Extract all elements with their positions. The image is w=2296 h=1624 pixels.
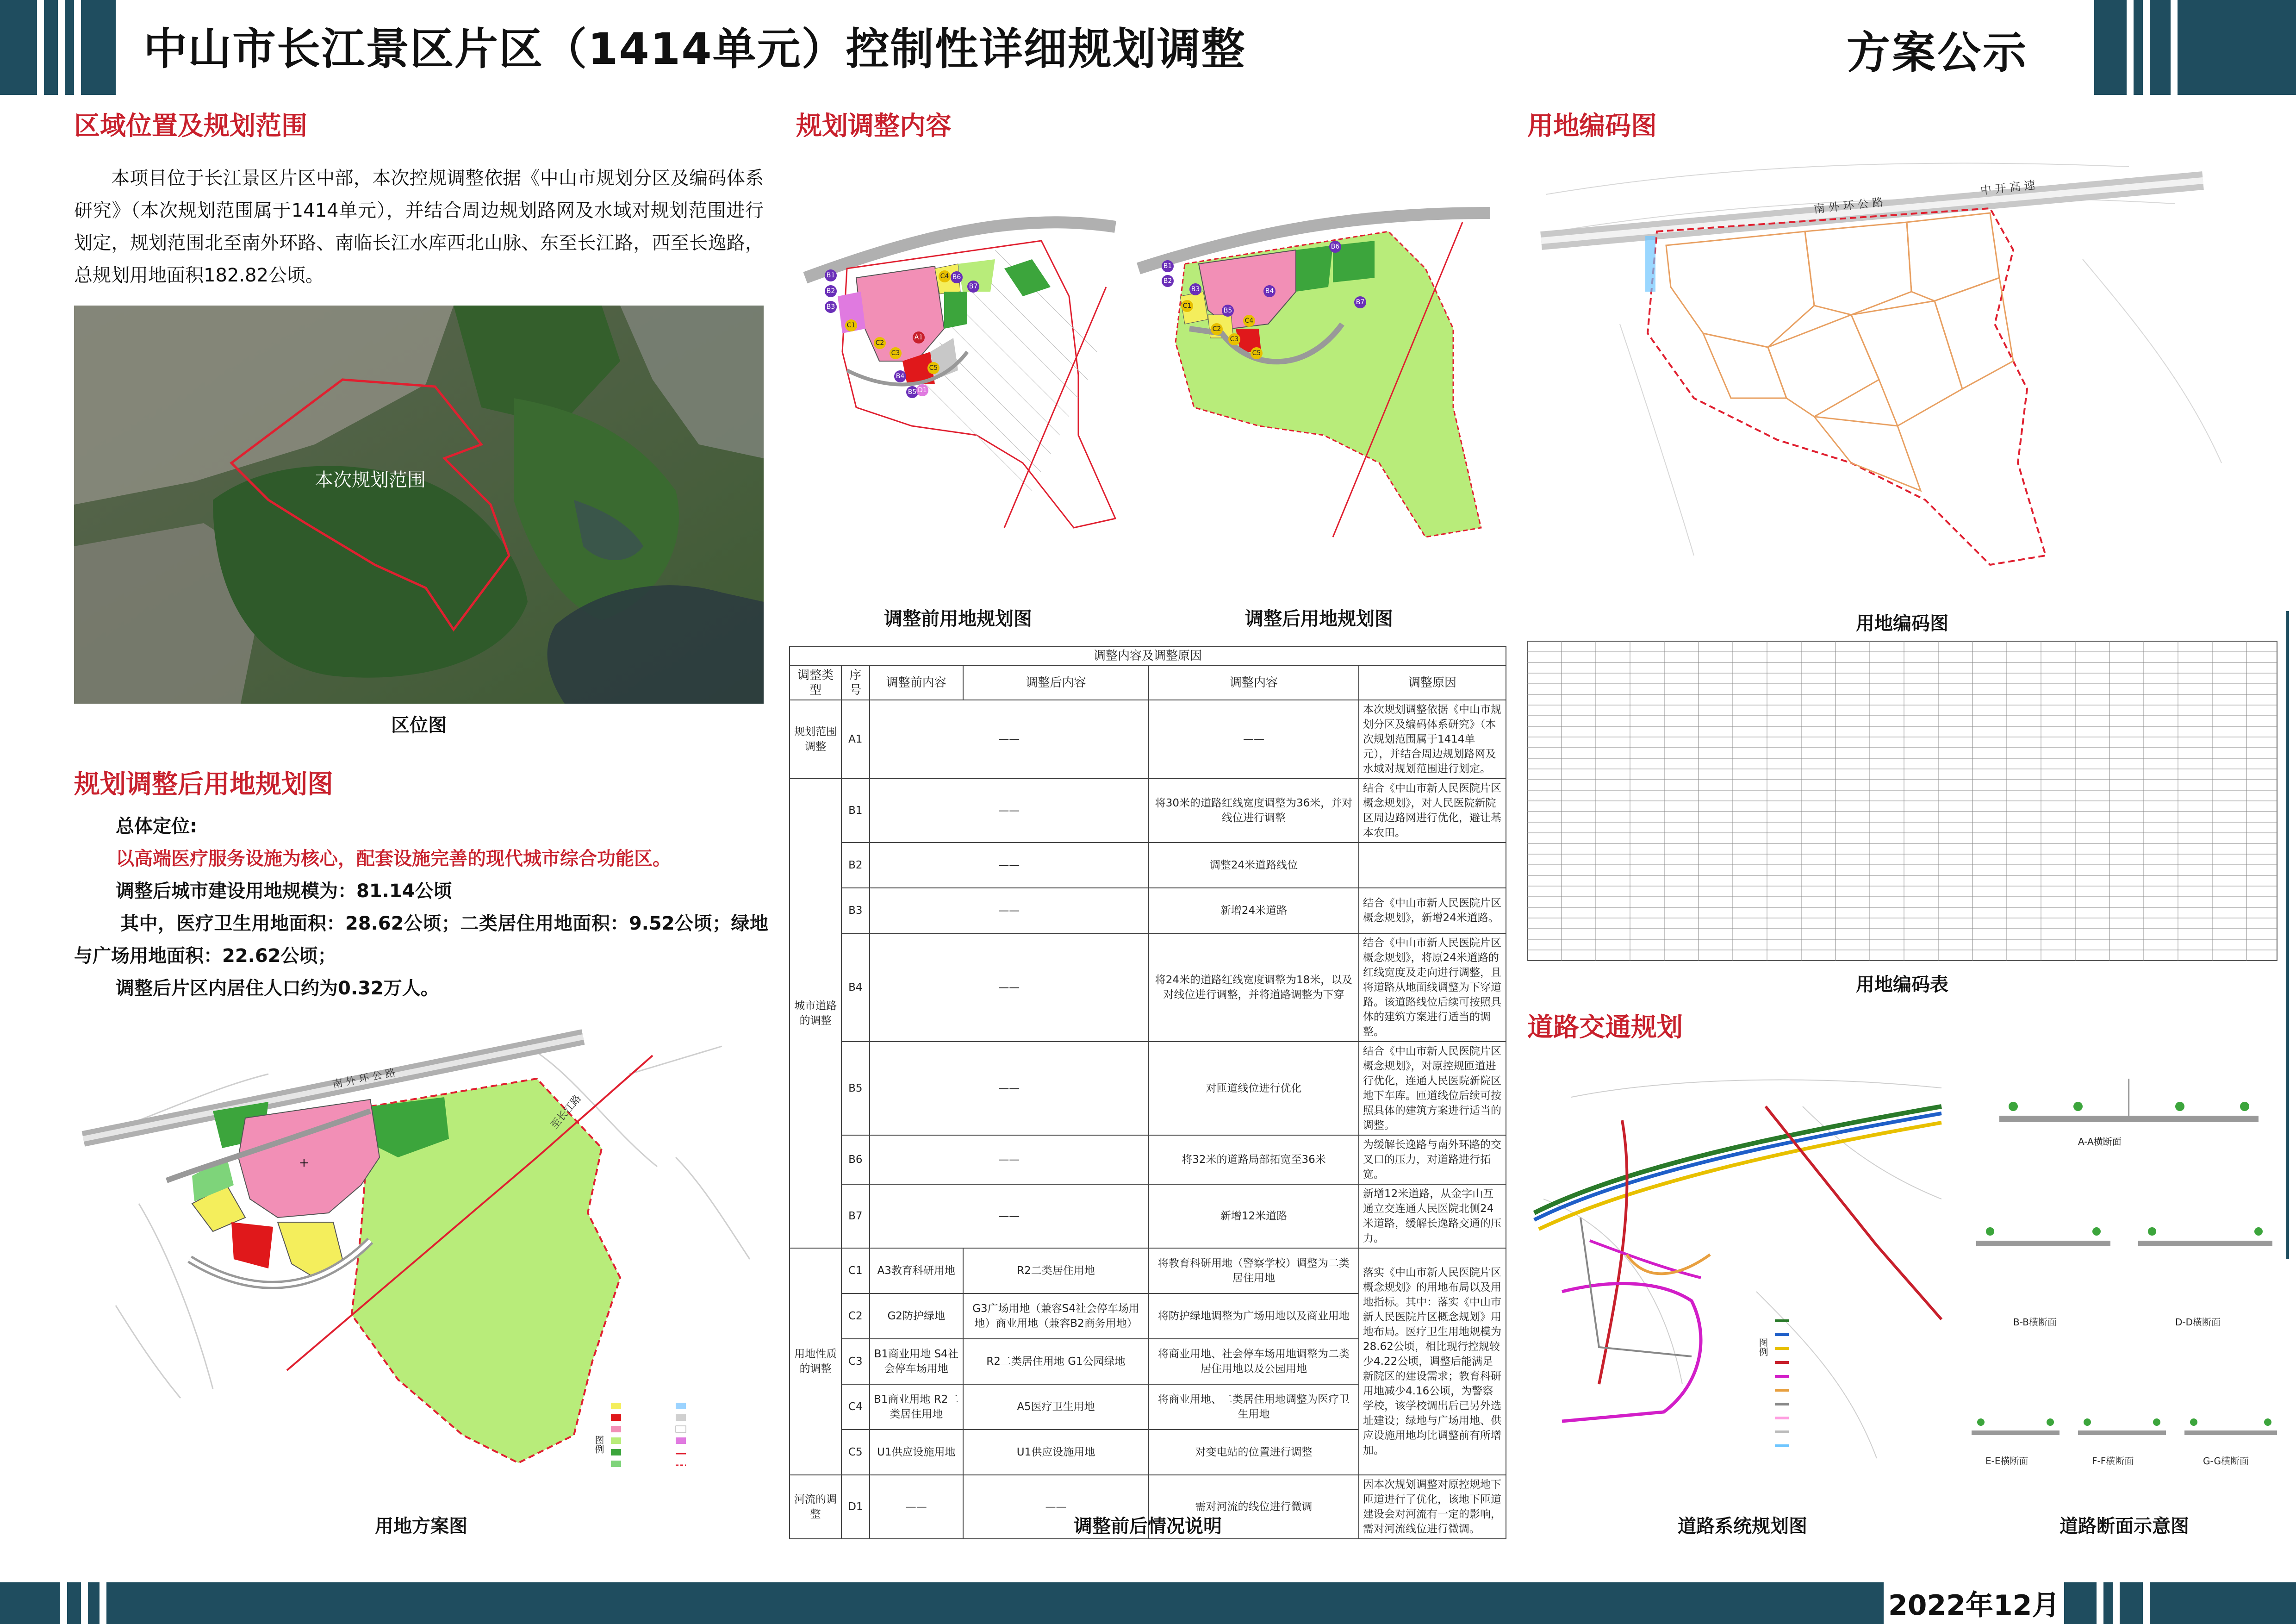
- row-number-cell: C1: [841, 1248, 869, 1293]
- before-content-cell: B1商业用地 S4社会停车场用地: [870, 1339, 963, 1384]
- adjustment-content-cell: 将24米的道路红线宽度调整为18米，以及对线位进行调整，并将道路调整为下穿: [1149, 933, 1359, 1042]
- land-use-plan-svg: [74, 1018, 768, 1500]
- road-sections-panel: [1962, 1060, 2286, 1491]
- land-code-svg: [1527, 139, 2277, 602]
- after-content-cell: ——: [963, 1475, 1149, 1539]
- marker-B6: B6: [1329, 241, 1341, 253]
- after-content-cell: A5医疗卫生用地: [963, 1384, 1149, 1430]
- header-bar-left-1: [0, 0, 37, 95]
- adjustment-type-cell: 河流的调整: [790, 1475, 841, 1539]
- table-row: [790, 700, 1506, 779]
- publication-label: 方案公示: [1847, 28, 2028, 78]
- land-code-map: [1527, 139, 2277, 602]
- marker-B1: B1: [1162, 260, 1174, 272]
- footer-bar-right-3: [2120, 1582, 2143, 1624]
- marker-D1: D1: [916, 384, 928, 396]
- code-map-road-label: 南 外 环 公 路: [1813, 195, 1884, 216]
- before-after-cell: ——: [870, 888, 1149, 933]
- header-bar-left-4: [81, 0, 116, 95]
- section-f-f: [2078, 1418, 2166, 1435]
- adjustment-reason-cell: 结合《中山市新人民医院片区概念规划》，将原24米道路的红线宽度及走向进行调整，且将道路从地面线调整为下穿道路。该道路线位后续可按照具体的建筑方案进行适当的调整。: [1359, 933, 1506, 1042]
- before-content-cell: U1供应设施用地: [870, 1430, 963, 1475]
- footer-date: 2022年12月: [1888, 1589, 2060, 1622]
- adjustment-content-cell: 将防护绿地调整为广场用地以及商业用地: [1149, 1293, 1359, 1339]
- adjustment-reason-cell: 落实《中山市新人民医院片区概念规划》的用地布局以及用地指标。其中：落实《中山市新人民医院片区概念规划》用地布局。医疗卫生用地规模为28.62公顷，相比现行控规较少4.22公顷，调整后能满足新院区的建设需求；教育科研用地减少4.16公顷，为警察学校，该学校调出后已另外选址建设；绿地与广场用地、供应设施用地均比调整前有所增加。: [1359, 1248, 1506, 1475]
- positioning-text: 以高端医疗服务设施为核心，配套设施完善的现代城市综合功能区。: [116, 848, 671, 869]
- marker-B5: B5: [1222, 305, 1234, 317]
- table-header-cell: 序号: [841, 666, 869, 700]
- row-number-cell: C3: [841, 1339, 869, 1384]
- header-bar-right-2: [2134, 0, 2143, 95]
- side-accent-line: [2286, 611, 2289, 1259]
- adjustment-content-cell: 需对河流的线位进行微调: [1149, 1475, 1359, 1539]
- adjustment-reason-cell: 结合《中山市新人民医院片区概念规划》，对原控规匝道进行优化，连通人民医院新院区地下车库。匝道线位后续可按照具体的建筑方案进行适当的调整。: [1359, 1042, 1506, 1135]
- section-label-g: G-G横断面: [2203, 1455, 2249, 1467]
- section-label-a: A-A横断面: [2078, 1136, 2122, 1147]
- medical-cross-icon: +: [299, 1156, 309, 1170]
- before-content-cell: A3教育科研用地: [870, 1248, 963, 1293]
- after-markers: [1129, 176, 1509, 593]
- header-bar-right-3: [2150, 0, 2171, 95]
- before-content-cell: B1商业用地 R2二类居住用地: [870, 1384, 963, 1430]
- table-row: [790, 1135, 1506, 1184]
- location-heading: 区域位置及规划范围: [74, 111, 307, 141]
- table-row: [790, 1248, 1506, 1293]
- row-number-cell: B3: [841, 888, 869, 933]
- section-g-g: [2184, 1418, 2277, 1435]
- adjustment-table-caption: 调整前后情况说明: [1074, 1516, 1222, 1537]
- footer-bar-left-3: [88, 1582, 100, 1624]
- road-sections-svg: [1962, 1060, 2286, 1491]
- before-after-cell: ——: [870, 779, 1149, 843]
- before-plan-map: [791, 176, 1125, 593]
- adjustment-content-cell: 新增24米道路: [1149, 888, 1359, 933]
- table-header-cell: 调整前内容: [870, 666, 963, 700]
- section-b-b: [1976, 1227, 2110, 1246]
- page-header: [0, 0, 2296, 95]
- adjustment-type-cell: 城市道路的调整: [790, 779, 841, 1248]
- table-header-row: [790, 666, 1506, 700]
- header-bar-left-3: [65, 0, 74, 95]
- marker-B7: B7: [1354, 296, 1366, 308]
- marker-B3: B3: [825, 301, 837, 313]
- before-after-cell: ——: [870, 843, 1149, 888]
- table-row: [790, 779, 1506, 843]
- table-header-cell: 调整后内容: [963, 666, 1149, 700]
- table-header-cell: 调整原因: [1359, 666, 1506, 700]
- location-map-caption: 区位图: [391, 715, 447, 736]
- header-bar-right-4: [2178, 0, 2296, 95]
- before-content-cell: G2防护绿地: [870, 1293, 963, 1339]
- section-e-e: [1972, 1418, 2060, 1435]
- table-row: [790, 843, 1506, 888]
- marker-C1: C1: [845, 319, 857, 331]
- road-system-map: [1525, 1060, 1960, 1491]
- marker-C3: C3: [1228, 333, 1240, 345]
- table-header-cell: 调整类型: [790, 666, 841, 700]
- before-after-cell: ——: [870, 1135, 1149, 1184]
- adjustment-reason-cell: 结合《中山市新人民医院片区概念规划》，新增24米道路。: [1359, 888, 1506, 933]
- adjustment-reason-cell: 本次规划调整依据《中山市规划分区及编码体系研究》（本次规划范围属于1414单元），并结合周边规划路网及水域对规划范围进行划定。: [1359, 700, 1506, 779]
- before-after-cell: ——: [870, 700, 1149, 779]
- land-code-table-caption: 用地编码表: [1856, 974, 1948, 995]
- land-code-table: [1527, 641, 2277, 961]
- marker-C4: C4: [939, 270, 951, 282]
- row-number-cell: B2: [841, 843, 869, 888]
- table-row: [790, 1184, 1506, 1248]
- table-row: [790, 1042, 1506, 1135]
- table-header-cell: 调整内容: [1149, 666, 1359, 700]
- adjustment-content-cell: 将商业用地、二类居住用地调整为医疗卫生用地: [1149, 1384, 1359, 1430]
- section-label-e: E-E横断面: [1985, 1455, 2028, 1467]
- footer-bar-right-4: [2150, 1582, 2296, 1624]
- planning-scope-label: 本次规划范围: [315, 470, 426, 490]
- satellite-map-svg: [74, 306, 764, 704]
- marker-B7: B7: [967, 281, 979, 293]
- section-a-a: [1999, 1079, 2259, 1122]
- location-satellite-map: [74, 306, 764, 704]
- adjustment-content-cell: 将商业用地、社会停车场用地调整为二类居住用地以及公园用地: [1149, 1339, 1359, 1384]
- row-number-cell: C5: [841, 1430, 869, 1475]
- overall-positioning-label: 总体定位:: [116, 816, 197, 837]
- adjustment-table: [789, 646, 1506, 1539]
- adjustment-type-cell: 用地性质的调整: [790, 1248, 841, 1475]
- row-number-cell: C4: [841, 1384, 869, 1430]
- footer-bar-main: [106, 1582, 1884, 1624]
- marker-B4: B4: [894, 370, 906, 382]
- marker-B2: B2: [1162, 275, 1174, 287]
- before-after-cell: ——: [870, 1042, 1149, 1135]
- adjustment-content-cell: ——: [1149, 700, 1359, 779]
- row-number-cell: B7: [841, 1184, 869, 1248]
- header-bar-left-2: [44, 0, 58, 95]
- section-label-b: B-B横断面: [2013, 1317, 2057, 1328]
- traffic-heading: 道路交通规划: [1527, 1012, 1683, 1043]
- plan-road-east-label: 至长江路: [548, 1093, 584, 1131]
- table-title-row: [790, 646, 1506, 666]
- row-number-cell: A1: [841, 700, 869, 779]
- road-legend-title: 图例: [1757, 1338, 1768, 1356]
- before-markers: [791, 176, 1125, 593]
- adjustment-type-cell: 规划范围调整: [790, 700, 841, 779]
- adjustment-content-cell: 对变电站的位置进行调整: [1149, 1430, 1359, 1475]
- marker-C5: C5: [1251, 347, 1263, 359]
- header-bar-right-1: [2094, 0, 2127, 95]
- after-plan-caption: 调整后用地规划图: [1245, 608, 1393, 630]
- after-content-cell: R2二类居住用地: [963, 1248, 1149, 1293]
- adjustment-reason-cell: 结合《中山市新人民医院片区概念规划》，对人民医院新院区周边路网进行优化，避让基本农田。: [1359, 779, 1506, 843]
- plan-road-north-label: 南 外 环 公 路: [331, 1067, 397, 1091]
- plan-legend-title: 图例: [593, 1435, 604, 1454]
- section-label-f: F-F横断面: [2092, 1455, 2134, 1467]
- section-label-d: D-D横断面: [2175, 1317, 2221, 1328]
- adjustment-reason-cell: [1359, 843, 1506, 888]
- land-use-legend: [611, 1403, 686, 1467]
- after-content-cell: U1供应设施用地: [963, 1430, 1149, 1475]
- road-sections-caption: 道路断面示意图: [2060, 1516, 2189, 1537]
- before-after-cell: ——: [870, 933, 1149, 1042]
- adjustment-content-cell: 对匝道线位进行优化: [1149, 1042, 1359, 1135]
- marker-C4: C4: [1243, 315, 1255, 327]
- table-row: [790, 888, 1506, 933]
- land-use-plan-caption: 用地方案图: [375, 1516, 467, 1537]
- row-number-cell: D1: [841, 1475, 869, 1539]
- marker-B6: B6: [951, 271, 963, 283]
- marker-C2: C2: [1211, 323, 1223, 335]
- adjustment-reason-cell: 为缓解长逸路与南外环路的交叉口的压力，对道路进行拓宽。: [1359, 1135, 1506, 1184]
- marker-B2: B2: [825, 285, 837, 297]
- row-number-cell: B5: [841, 1042, 869, 1135]
- adjusted-plan-heading: 规划调整后用地规划图: [74, 769, 333, 800]
- footer-bar-left-2: [67, 1582, 81, 1624]
- road-system-caption: 道路系统规划图: [1678, 1516, 1807, 1537]
- adjustment-reason-cell: 新增12米道路，从金字山互通立交连通人民医院北侧24米道路，缓解长逸路交通的压力。: [1359, 1184, 1506, 1248]
- land-areas-text: 其中，医疗卫生用地面积：28.62公顷；二类居住用地面积：9.52公顷；绿地与广场用地面积：22.62公顷；: [74, 913, 768, 967]
- land-code-map-caption: 用地编码图: [1856, 613, 1948, 634]
- section-d-d: [2138, 1227, 2272, 1246]
- before-after-cell: ——: [870, 1184, 1149, 1248]
- table-title: 调整内容及调整原因: [790, 646, 1506, 666]
- marker-B1: B1: [825, 269, 837, 281]
- after-plan-map: [1129, 176, 1509, 593]
- code-map-expressway-label: 中 开 高 速: [1979, 178, 2036, 197]
- adjustment-content-cell: 将教育科研用地（警察学校）调整为二类居住用地: [1149, 1248, 1359, 1293]
- footer-bar-left-1: [0, 1582, 60, 1624]
- land-code-table-svg: [1527, 641, 2277, 961]
- after-content-cell: R2二类居住用地 G1公园绿地: [963, 1339, 1149, 1384]
- row-number-cell: C2: [841, 1293, 869, 1339]
- adjustment-content-cell: 将30米的道路红线宽度调整为36米，并对线位进行调整: [1149, 779, 1359, 843]
- marker-C1: C1: [1181, 300, 1193, 312]
- before-content-cell: ——: [870, 1475, 963, 1539]
- row-number-cell: B1: [841, 779, 869, 843]
- marker-B4: B4: [1263, 285, 1276, 297]
- marker-A1: A1: [913, 331, 925, 344]
- road-system-svg: [1525, 1060, 1960, 1491]
- adjustment-content-cell: 将32米的道路局部拓宽至36米: [1149, 1135, 1359, 1184]
- population-text: 调整后片区内居住人口约为0.32万人。: [116, 978, 439, 999]
- land-code-heading: 用地编码图: [1527, 111, 1657, 141]
- footer-bar-right-1: [2064, 1582, 2097, 1624]
- road-legend: [1775, 1319, 1789, 1447]
- before-plan-caption: 调整前用地规划图: [884, 608, 1032, 630]
- row-number-cell: B6: [841, 1135, 869, 1184]
- adjustment-content-cell: 新增12米道路: [1149, 1184, 1359, 1248]
- marker-C5: C5: [927, 362, 940, 374]
- footer-bar-right-2: [2103, 1582, 2113, 1624]
- marker-C3: C3: [890, 347, 902, 359]
- marker-B3: B3: [1189, 283, 1201, 295]
- adjustment-reason-cell: 因本次规划调整对原控规地下匝道进行了优化，该地下匝道建设会对河流有一定的影响，需对河流线位进行微调。: [1359, 1475, 1506, 1539]
- land-use-plan-map: [74, 1018, 768, 1500]
- marker-C2: C2: [874, 337, 886, 349]
- page-title: 中山市长江景区片区（1414单元）控制性详细规划调整: [143, 24, 1246, 75]
- table-row: [790, 933, 1506, 1042]
- row-number-cell: B4: [841, 933, 869, 1042]
- adjustment-content-cell: 调整24米道路线位: [1149, 843, 1359, 888]
- construction-scale-text: 调整后城市建设用地规模为：81.14公顷: [116, 881, 452, 902]
- location-paragraph: 本项目位于长江景区片区中部，本次控规调整依据《中山市规划分区及编码体系研究》（本次规划范围属于1414单元），并结合周边规划路网及水域对规划范围进行划定，规划范围北至南外环路、南临长江水库西北山脉、东至长江路，西至长逸路，总规划用地面积182.82公顷。: [74, 168, 764, 286]
- after-content-cell: G3广场用地（兼容S4社会停车场用地）商业用地（兼容B2商务用地）: [963, 1293, 1149, 1339]
- adjustment-heading: 规划调整内容: [796, 111, 952, 141]
- marker-B5: B5: [906, 386, 918, 398]
